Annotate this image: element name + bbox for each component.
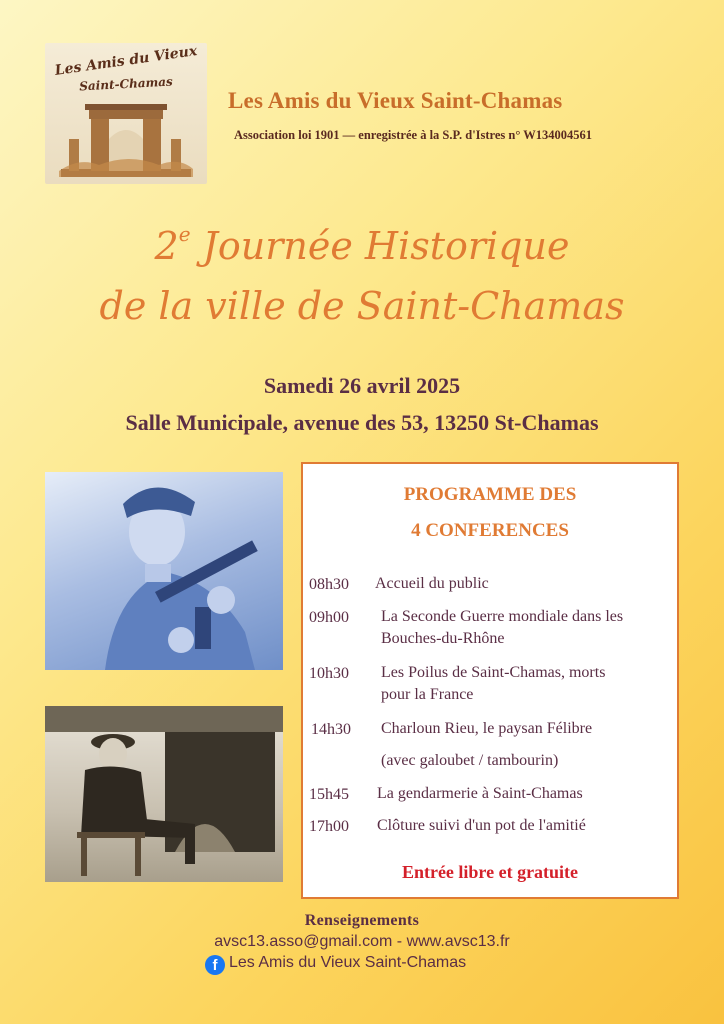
logo-text-line2: Saint-Chamas (78, 74, 174, 94)
programme-title-line1: PROGRAMME DES (403, 484, 577, 505)
facebook-line (205, 954, 466, 975)
programme-time: 14h30 (311, 721, 351, 738)
programme-desc: Clôture suivi d'un pot de l'amitié (377, 817, 586, 834)
programme-desc: La Seconde Guerre mondiale dans les (381, 608, 624, 625)
title-ordinal-suffix: e (178, 222, 191, 246)
free-entry-notice: Entrée libre et gratuite (401, 862, 579, 882)
programme-desc-cont: Bouches-du-Rhône (381, 630, 505, 647)
programme-time: 10h30 (309, 665, 349, 682)
programme-time: 17h00 (309, 818, 349, 835)
event-title-line2: de la ville de Saint-Chamas (99, 284, 625, 328)
facebook-icon: f (205, 955, 225, 975)
info-heading: Renseignements (304, 912, 420, 929)
event-title-line1 (0, 222, 724, 268)
contact-line: avsc13.asso@gmail.com - www.avsc13.fr (214, 933, 510, 950)
registration-line: Association loi 1901 — enregistrée à la S.P. d'Istres n° W134004561 (234, 128, 593, 142)
programme-desc: Charloun Rieu, le paysan Félibre (381, 720, 593, 737)
programme-desc-cont: pour la France (381, 686, 474, 703)
programme-time: 15h45 (309, 786, 349, 803)
programme-desc: Les Poilus de Saint-Chamas, morts (381, 664, 606, 681)
event-date: Samedi 26 avril 2025 (263, 373, 461, 398)
programme-box (301, 462, 679, 899)
resistance-fighter-photo (45, 472, 283, 670)
programme-desc-cont: (avec galoubet / tambourin) (381, 752, 559, 769)
programme-time: 09h00 (309, 609, 349, 626)
programme-desc: Accueil du public (375, 575, 489, 592)
organization-name: Les Amis du Vieux Saint-Chamas (228, 88, 563, 113)
event-place: Salle Municipale, avenue des 53, 13250 St-Chamas (125, 410, 599, 435)
logo-text-line1: Les Amis du Vieux (53, 43, 199, 79)
association-logo (45, 43, 207, 184)
title-ordinal: 2 (154, 224, 179, 268)
programme-desc: La gendarmerie à Saint-Chamas (377, 785, 583, 802)
programme-title-line2: 4 CONFERENCES (411, 520, 569, 541)
roman-arch-icon (59, 99, 193, 177)
title-line1-rest: Journée Historique (190, 224, 570, 268)
facebook-label: Les Amis du Vieux Saint-Chamas (229, 954, 467, 971)
programme-time: 08h30 (309, 576, 349, 593)
old-man-fireplace-photo (45, 706, 283, 882)
